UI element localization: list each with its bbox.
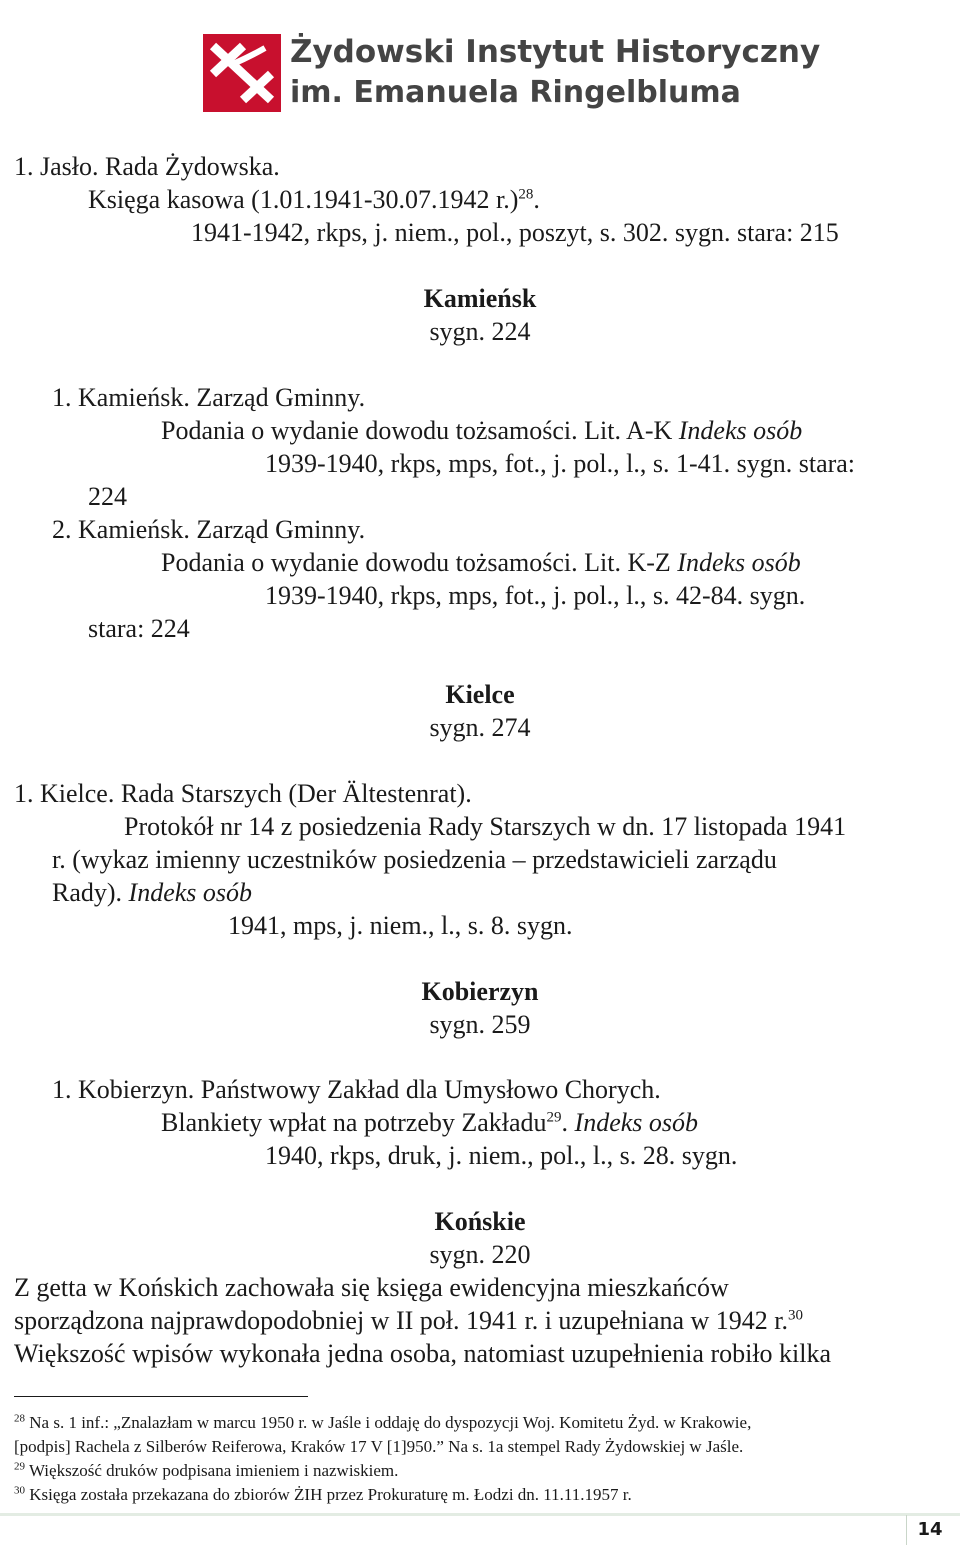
kamiensk-item2-meta-cont: stara: 224: [88, 614, 190, 643]
kamiensk-item1-desc: Podania o wydanie dowodu tożsamości. Lit. A-K Indeks osób: [161, 416, 803, 445]
kamiensk-item1-meta: 1939-1940, rkps, mps, fot., j. pol., l., s. 1-41. sygn. stara:: [265, 449, 856, 478]
footnote-num-29: 29: [14, 1460, 25, 1473]
kamiensk-item1-meta-cont: 224: [88, 482, 127, 511]
footnote-ref-29[interactable]: 29: [546, 1109, 562, 1126]
kielce-item1-desc-end: Rady). Indeks osób: [52, 878, 253, 907]
page-footer-rule: [0, 1513, 960, 1516]
kielce-item1-desc-cont: r. (wykaz imienny uczestników posiedzenia – przedstawicieli zarządu: [52, 845, 777, 874]
section-heading-kobierzyn: Kobierzyn: [421, 977, 539, 1006]
jaslo-meta: 1941-1942, rkps, j. niem., pol., poszyt, s. 302. sygn. stara: 215: [191, 218, 839, 247]
section-heading-konskie: Końskie: [434, 1207, 526, 1236]
kamiensk-item2-meta: 1939-1940, rkps, mps, fot., j. pol., l., s. 42-84. sygn.: [265, 581, 806, 610]
section-sygn-kamiensk: sygn. 224: [429, 317, 531, 346]
kamiensk-item2-desc: Podania o wydanie dowodu tożsamości. Lit. K-Z Indeks osób: [161, 548, 801, 577]
footnote-28-line2: [podpis] Rachela z Silberów Reiferowa, Kraków 17 V [1]950.” Na s. 1a stempel Rady Żydowskiej w Jaśle.: [14, 1437, 744, 1456]
kielce-item1-desc: Protokół nr 14 z posiedzenia Rady Starszych w dn. 17 listopada 1941: [124, 812, 847, 841]
section-sygn-kielce: sygn. 274: [429, 713, 531, 742]
kielce-item1-meta: 1941, mps, j. niem., l., s. 8. sygn.: [228, 911, 573, 940]
section-heading-kielce: Kielce: [445, 680, 515, 709]
kobierzyn-item1-desc: Blankiety wpłat na potrzeby Zakładu$^{29}$. Indeks osób: [161, 1108, 699, 1137]
kamiensk-item2-title: 2. Kamieńsk. Zarząd Gminny.: [52, 515, 366, 544]
footnote-divider: [14, 1396, 308, 1397]
footnote-ref-30[interactable]: 30: [788, 1307, 804, 1324]
logo-line2: im. Emanuela Ringelbluma: [290, 75, 741, 110]
footnote-num-28: 28: [14, 1412, 25, 1425]
konskie-paragraph-line1: Z getta w Końskich zachowała się księga ewidencyjna mieszkańców: [14, 1273, 729, 1302]
kobierzyn-item1-title: 1. Kobierzyn. Państwowy Zakład dla Umysłowo Chorych.: [52, 1075, 661, 1104]
footnote-28-line1: $^{28}$ Na s. 1 inf.: „Znalazłam w marcu 1950 r. w Jaśle i oddaję do dyspozycji Woj. Komitetu Żyd. w Krakowie,: [14, 1412, 752, 1432]
kobierzyn-item1-meta: 1940, rkps, druk, j. niem., pol., l., s. 28. sygn.: [265, 1141, 738, 1170]
page-number: 14: [917, 1519, 943, 1540]
konskie-paragraph-line3: Większość wpisów wykonała jedna osoba, natomiast uzupełnienia robiło kilka: [14, 1339, 832, 1368]
kamiensk-item1-title: 1. Kamieńsk. Zarząd Gminny.: [52, 383, 366, 412]
jaslo-desc: Księga kasowa (1.01.1941-30.07.1942 r.)$^{28}$.: [88, 185, 540, 214]
footnote-num-30: 30: [14, 1484, 25, 1497]
section-heading-kamiensk: Kamieńsk: [423, 284, 537, 313]
jaslo-title: 1. Jasło. Rada Żydowska.: [14, 152, 280, 181]
footnote-ref-28[interactable]: 28: [518, 186, 534, 203]
section-sygn-kobierzyn: sygn. 259: [429, 1010, 531, 1039]
section-sygn-konskie: sygn. 220: [429, 1240, 531, 1269]
footnote-30: $^{30}$ Księga została przekazana do zbiorów ŻIH przez Prokuraturę m. Łodzi dn. 11.11.1957 r.: [14, 1484, 632, 1504]
kielce-item1-title: 1. Kielce. Rada Starszych (Der Ältestenrat).: [14, 779, 472, 808]
konskie-paragraph-line2: sporządzona najprawdopodobniej w II poł. 1941 r. i uzupełniana w 1942 r.$^{30}$: [14, 1306, 804, 1335]
header-logo: [0, 0, 960, 125]
logo-line1: Żydowski Instytut Historyczny: [290, 34, 821, 70]
zih-logo-icon: [203, 34, 281, 112]
footnote-29: $^{29}$ Większość druków podpisana imieniem i nazwiskiem.: [14, 1460, 399, 1480]
